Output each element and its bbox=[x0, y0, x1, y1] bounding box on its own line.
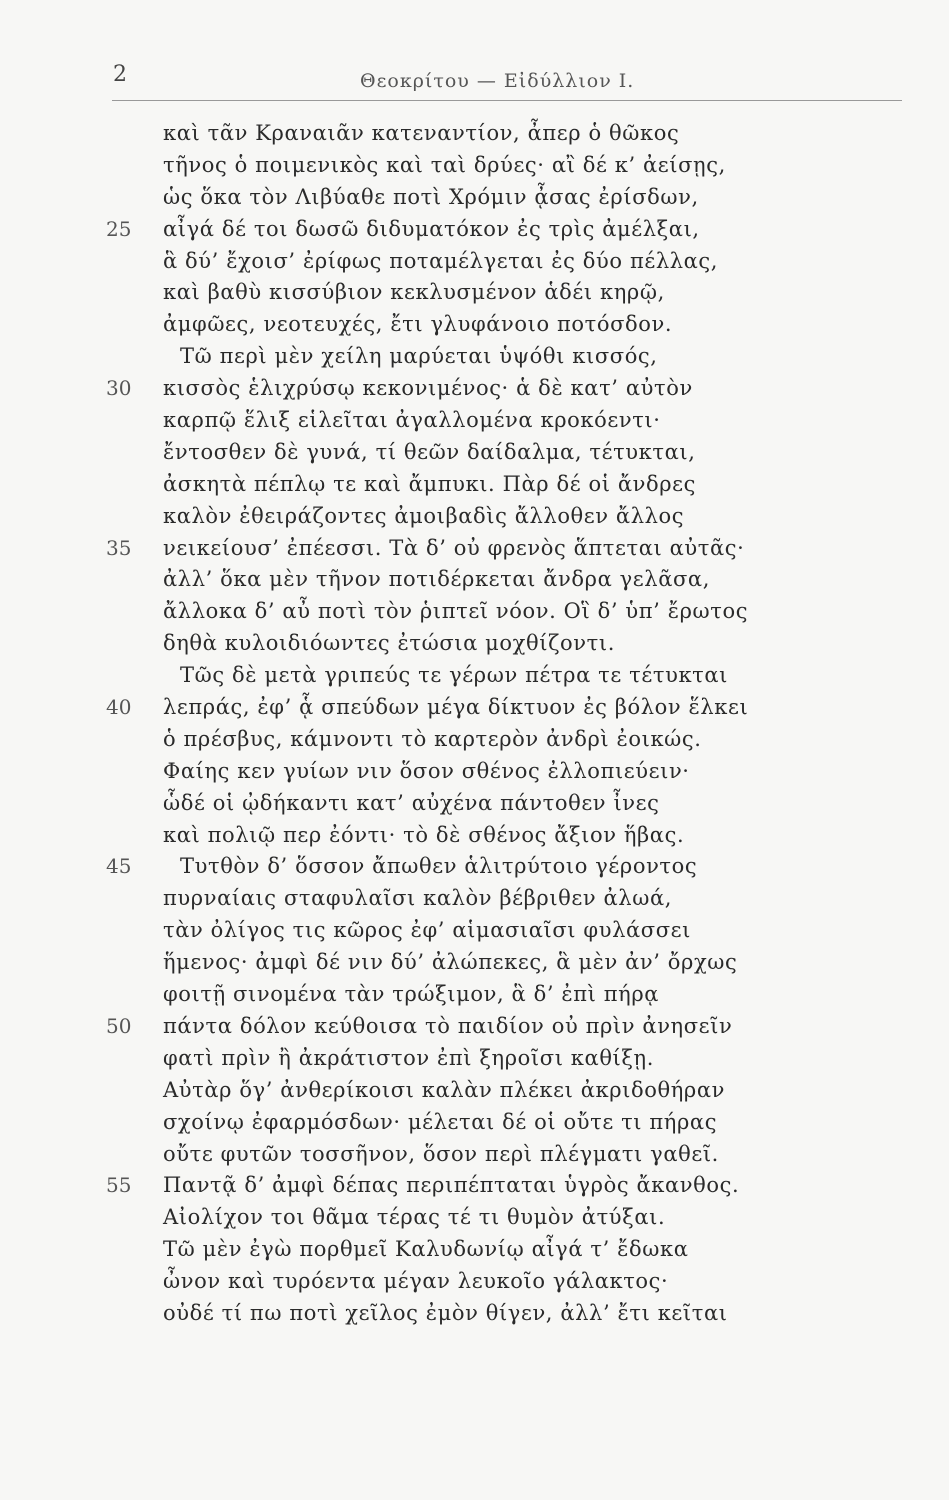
verse-text: πάντα δόλον κεύθοισα τὸ παιδίον οὐ πρὶν ἀνησεῖν bbox=[163, 1013, 733, 1038]
verse-text: νεικείουσ’ ἐπέεσσι. Τὰ δ’ οὐ φρενὸς ἅπτεται αὐτᾶς· bbox=[163, 535, 745, 560]
verse-line bbox=[0, 851, 949, 883]
verse-line bbox=[0, 533, 949, 565]
verse-text: ἔντοσθεν δὲ γυνά, τί θεῶν δαίδαλμα, τέτυκται, bbox=[163, 439, 696, 464]
verse-line bbox=[0, 820, 949, 852]
verse-text: πυρναίαις σταφυλαῖσι καλὸν βέβριθεν ἀλωά, bbox=[163, 886, 672, 911]
verse-line bbox=[0, 1234, 949, 1266]
verse-text: Φαίης κεν γυίων νιν ὅσον σθένος ἐλλοπιεύειν· bbox=[163, 758, 690, 783]
verse-line bbox=[0, 373, 949, 405]
verse-line bbox=[0, 1170, 949, 1202]
verse-line bbox=[0, 437, 949, 469]
verse-line bbox=[0, 564, 949, 596]
verse-line bbox=[0, 405, 949, 437]
verse-text: Αὐτὰρ ὅγ’ ἀνθερίκοισι καλὰν πλέκει ἀκριδοθήραν bbox=[163, 1077, 726, 1102]
verse-text: ὡς ὅκα τὸν Λιβύαθε ποτὶ Χρόμιν ᾆσας ἐρίσδων, bbox=[163, 184, 699, 209]
verse-line bbox=[0, 1011, 949, 1043]
verse-line bbox=[0, 150, 949, 182]
verse-line bbox=[0, 214, 949, 246]
verse-text: οὔτε φυτῶν τοσσῆνον, ὅσον περὶ πλέγματι γαθεῖ. bbox=[163, 1141, 719, 1166]
verse-text: ἥμενος· ἀμφὶ δέ νιν δύ’ ἀλώπεκες, ἃ μὲν ἀν’ ὄρχως bbox=[163, 950, 738, 975]
verse-text: ἃ δύ’ ἔχοισ’ ἐρίφως ποταμέλγεται ἐς δύο πέλλας, bbox=[163, 248, 719, 273]
verse-line bbox=[0, 788, 949, 820]
verse-line bbox=[0, 309, 949, 341]
verse-line bbox=[0, 883, 949, 915]
verse-line bbox=[0, 692, 949, 724]
verse-text: Τυτθὸν δ’ ὅσσον ἄπωθεν ἁλιτρύτοιο γέροντος bbox=[180, 854, 698, 879]
verse-text: ὧδέ οἱ ᾠδήκαντι κατ’ αὐχένα πάντοθεν ἶνες bbox=[163, 790, 660, 815]
verse-text: ἀσκητὰ πέπλῳ τε καὶ ἄμπυκι. Πὰρ δέ οἱ ἄνδρες bbox=[163, 471, 697, 496]
verse-line bbox=[0, 246, 949, 278]
verse-line bbox=[0, 182, 949, 214]
verse-line bbox=[0, 660, 949, 692]
verse-text: σχοίνῳ ἐφαρμόσδων· μέλεται δέ οἱ οὔτε τι πήρας bbox=[163, 1109, 718, 1134]
verse-text: καὶ βαθὺ κισσύβιον κεκλυσμένον ἁδέι κηρῷ, bbox=[163, 280, 665, 305]
verse-text: τῆνος ὁ ποιμενικὸς καὶ ταὶ δρύες· αἲ δέ κ’ ἀείσῃς, bbox=[163, 152, 726, 177]
verse-line bbox=[0, 341, 949, 373]
verse-text: ἄλλοκα δ’ αὖ ποτὶ τὸν ῥιπτεῖ νόον. Οἳ δ’ ὑπ’ ἔρωτος bbox=[163, 599, 749, 624]
line-number: 30 bbox=[106, 376, 132, 401]
header-rule bbox=[112, 100, 902, 101]
verse-line bbox=[0, 724, 949, 756]
verse-text: φατὶ πρὶν ἢ ἀκράτιστον ἐπὶ ξηροῖσι καθίξῃ. bbox=[163, 1045, 655, 1070]
verse-text: φοιτῇ σινομένα τὰν τρώξιμον, ἃ δ’ ἐπὶ πήρᾳ bbox=[163, 982, 660, 1007]
verse-line bbox=[0, 1266, 949, 1298]
verse-line bbox=[0, 1043, 949, 1075]
verse-text: ἀλλ’ ὅκα μὲν τῆνον ποτιδέρκεται ἄνδρα γελᾶσα, bbox=[163, 567, 710, 592]
verse-text: ὁ πρέσβυς, κάμνοντι τὸ καρτερὸν ἀνδρὶ ἐοικώς. bbox=[163, 726, 702, 751]
verse-line bbox=[0, 501, 949, 533]
verse-line bbox=[0, 1139, 949, 1171]
verse-line bbox=[0, 277, 949, 309]
verse-text: τὰν ὀλίγος τις κῶρος ἐφ’ αἱμασιαῖσι φυλάσσει bbox=[163, 918, 691, 943]
line-number: 40 bbox=[106, 695, 132, 720]
verse-line bbox=[0, 1298, 949, 1330]
verse-text: Τῶς δὲ μετὰ γριπεύς τε γέρων πέτρα τε τέτυκται bbox=[180, 663, 728, 688]
verse-line bbox=[0, 1075, 949, 1107]
verse-text: οὐδέ τί πω ποτὶ χεῖλος ἐμὸν θίγεν, ἀλλ’ ἔτι κεῖται bbox=[163, 1300, 728, 1325]
line-number: 50 bbox=[106, 1013, 132, 1038]
verse-line bbox=[0, 979, 949, 1011]
verse-text: Τῶ περὶ μὲν χείλη μαρύεται ὑψόθι κισσός, bbox=[180, 344, 658, 369]
line-number: 35 bbox=[106, 535, 132, 560]
page-number: 2 bbox=[113, 62, 127, 87]
running-title: Θεοκρίτου — Εἰδύλλιον Ι. bbox=[360, 70, 635, 92]
verse-line bbox=[0, 596, 949, 628]
verse-text: καὶ τᾶν Κραναιᾶν κατεναντίον, ἆπερ ὁ θῶκος bbox=[163, 121, 680, 145]
verse-text: Παντᾷ δ’ ἀμφὶ δέπας περιπέπταται ὑγρὸς ἄκανθος. bbox=[163, 1173, 740, 1198]
poem-text bbox=[0, 118, 949, 1330]
verse-line bbox=[0, 1107, 949, 1139]
line-number: 25 bbox=[106, 216, 132, 241]
page-header bbox=[0, 62, 949, 102]
verse-text: Αἰολίχον τοι θᾶμα τέρας τέ τι θυμὸν ἀτύξαι. bbox=[163, 1205, 666, 1230]
verse-text: καὶ πολιῷ περ ἐόντι· τὸ δὲ σθένος ἄξιον ἥβας. bbox=[163, 822, 685, 847]
verse-line bbox=[0, 118, 949, 150]
line-number: 45 bbox=[106, 854, 132, 879]
verse-text: καλὸν ἐθειράζοντες ἀμοιβαδὶς ἄλλοθεν ἄλλος bbox=[163, 503, 685, 528]
verse-line bbox=[0, 915, 949, 947]
verse-line bbox=[0, 947, 949, 979]
line-number: 55 bbox=[106, 1173, 132, 1198]
verse-line bbox=[0, 1202, 949, 1234]
verse-text: αἶγά δέ τοι δωσῶ διδυματόκον ἐς τρὶς ἀμέλξαι, bbox=[163, 216, 700, 241]
verse-text: δηθὰ κυλοιδιόωντες ἐτώσια μοχθίζοντι. bbox=[163, 631, 615, 656]
verse-text: Τῶ μὲν ἐγὼ πορθμεῖ Καλυδωνίῳ αἶγά τ’ ἔδωκα bbox=[163, 1237, 689, 1262]
verse-line bbox=[0, 756, 949, 788]
verse-line bbox=[0, 628, 949, 660]
verse-text: λεπράς, ἐφ’ ᾇ σπεύδων μέγα δίκτυον ἐς βόλον ἕλκει bbox=[163, 695, 749, 720]
verse-line bbox=[0, 469, 949, 501]
verse-text: ἀμφῶες, νεοτευχές, ἔτι γλυφάνοιο ποτόσδον. bbox=[163, 312, 673, 337]
verse-text: κισσὸς ἑλιχρύσῳ κεκονιμένος· ἁ δὲ κατ’ αὐτὸν bbox=[163, 376, 693, 401]
verse-text: ὦνον καὶ τυρόεντα μέγαν λευκοῖο γάλακτος· bbox=[163, 1269, 669, 1294]
verse-text: καρπῷ ἕλιξ εἱλεῖται ἀγαλλομένα κροκόεντι· bbox=[163, 408, 661, 433]
